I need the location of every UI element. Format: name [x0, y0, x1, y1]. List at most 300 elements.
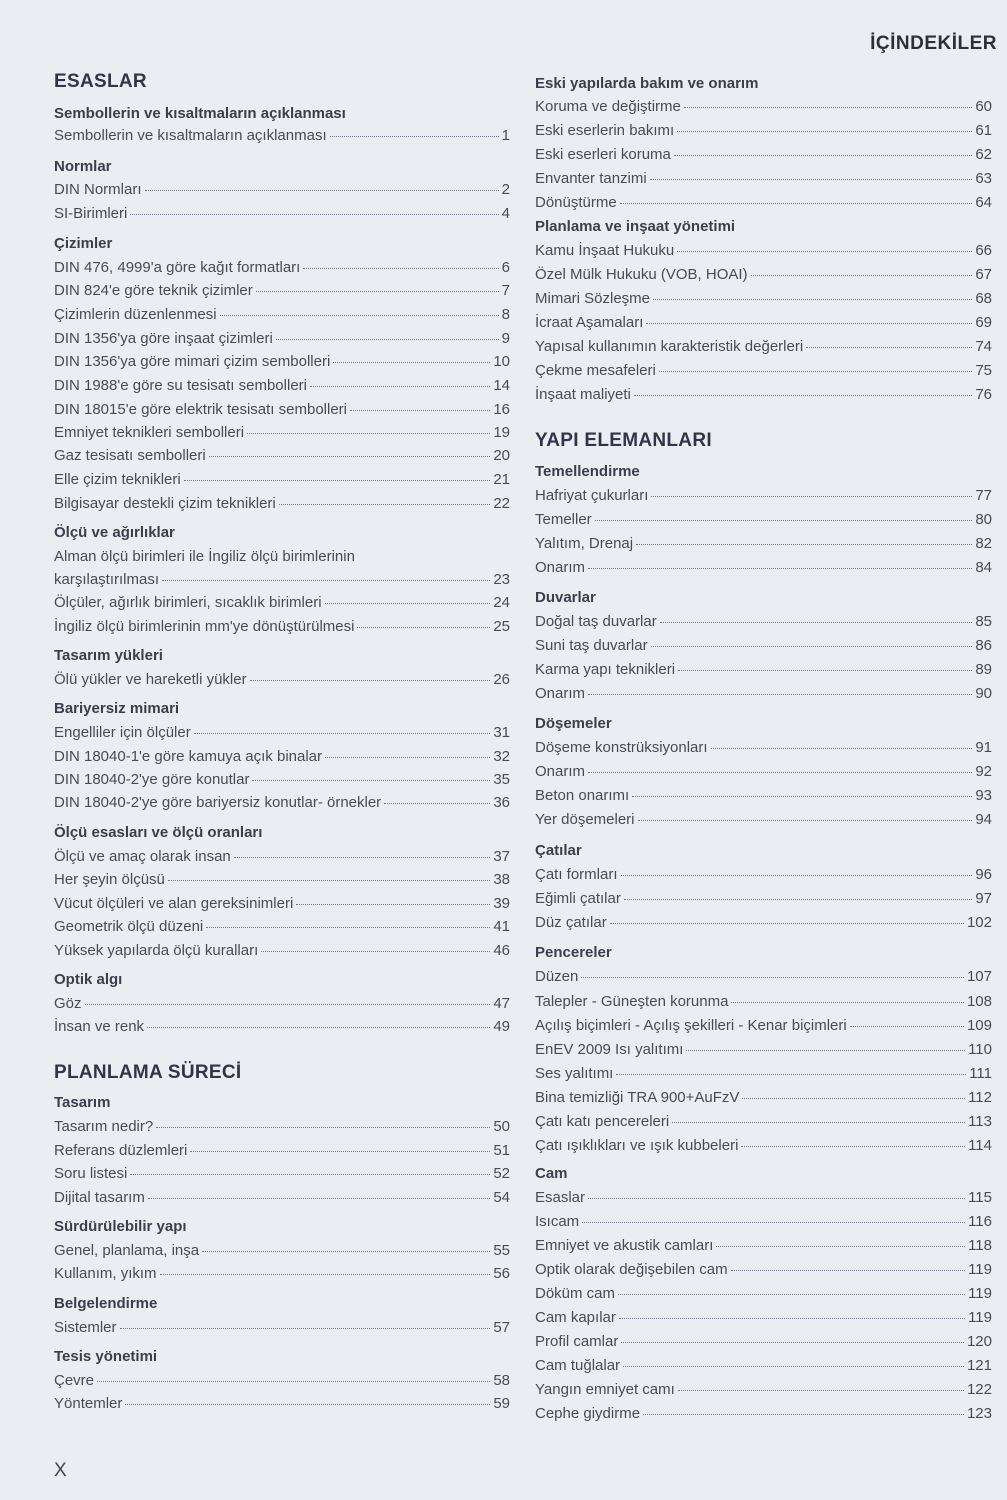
entry-page: 111 [969, 1065, 992, 1082]
toc-entry[interactable] [535, 1017, 992, 1037]
toc-entry[interactable] [54, 671, 510, 691]
toc-entry[interactable] [54, 1242, 510, 1262]
entry-title: Cephe giydirme [535, 1405, 641, 1422]
section-title-esaslar: ESASLAR [54, 71, 147, 92]
toc-entry[interactable] [54, 794, 510, 814]
toc-entry[interactable] [535, 1189, 992, 1209]
dot-leader [145, 190, 499, 191]
dot-leader [616, 1074, 966, 1075]
page-number: X [54, 1460, 67, 1481]
entry-page: 8 [501, 306, 510, 323]
toc-entry[interactable] [535, 1237, 992, 1257]
entry-title: Bina temizliği TRA 900+AuFzV [535, 1089, 740, 1106]
entry-title: Düzen [535, 968, 579, 985]
entry-title: Profil camlar [535, 1333, 619, 1350]
dot-leader [252, 780, 490, 781]
toc-entry[interactable] [54, 871, 510, 891]
toc-entry[interactable] [535, 362, 992, 382]
dot-leader [674, 155, 972, 156]
dot-leader [148, 1198, 490, 1199]
toc-entry[interactable] [54, 1118, 510, 1138]
entry-title: Yalıtım, Drenaj [535, 535, 634, 552]
dot-leader [261, 951, 490, 952]
entry-title: Engelliler için ölçüler [54, 724, 191, 741]
entry-page: 37 [493, 848, 510, 865]
dot-leader [638, 820, 973, 821]
entry-page: 20 [493, 447, 510, 464]
entry-page: 77 [975, 487, 992, 504]
toc-entry[interactable] [535, 535, 992, 555]
entry-page: 119 [968, 1261, 992, 1278]
toc-entry[interactable] [535, 1405, 992, 1425]
entry-page: 109 [966, 1017, 992, 1034]
entry-page: 92 [975, 763, 992, 780]
toc-entry[interactable] [54, 1319, 510, 1339]
dot-leader [184, 480, 491, 481]
dot-leader [190, 1151, 490, 1152]
entry-page: 47 [493, 995, 510, 1012]
section-title-planlama: PLANLAMA SÜRECİ [54, 1062, 242, 1083]
dot-leader [621, 875, 973, 876]
subsection-title: Çatılar [535, 842, 582, 859]
toc-entry[interactable] [54, 594, 510, 614]
dot-leader [250, 680, 491, 681]
subsection-title: Planlama ve inşaat yönetimi [535, 218, 736, 235]
section-title-yapi-elemanlari: YAPI ELEMANLARI [535, 430, 712, 451]
dot-leader [686, 1050, 965, 1051]
dot-leader [742, 1098, 965, 1099]
dot-leader [678, 670, 972, 671]
dot-leader [636, 544, 972, 545]
entry-page: 22 [493, 495, 510, 512]
entry-title: Yangın emniyet camı [535, 1381, 675, 1398]
entry-page: 24 [493, 594, 510, 611]
subsection-title: Bariyersiz mimari [54, 700, 180, 717]
entry-page: 116 [968, 1213, 992, 1230]
dot-leader [806, 347, 972, 348]
entry-title: Döşeme konstrüksiyonları [535, 739, 708, 756]
entry-page: 50 [493, 1118, 510, 1135]
toc-entry[interactable] [535, 866, 992, 886]
entry-page: 64 [975, 194, 992, 211]
toc-entry[interactable] [535, 1285, 992, 1305]
entry-page: 118 [968, 1237, 992, 1254]
entry-page: 60 [975, 98, 992, 115]
entry-title: Gaz tesisatı sembolleri [54, 447, 206, 464]
toc-entry[interactable] [54, 918, 510, 938]
entry-title: Çatı formları [535, 866, 618, 883]
dot-leader [310, 386, 490, 387]
toc-entry[interactable] [54, 282, 510, 302]
toc-entry[interactable] [54, 401, 510, 421]
entry-page: 75 [975, 362, 992, 379]
subsection-title: Belgelendirme [54, 1295, 158, 1312]
entry-title: Karma yapı teknikleri [535, 661, 676, 678]
toc-entry[interactable] [535, 1041, 992, 1061]
dot-leader [162, 580, 490, 581]
dot-leader [618, 1294, 965, 1295]
dot-leader [582, 1222, 965, 1223]
entry-title: Soru listesi [54, 1165, 128, 1182]
entry-page: 46 [493, 942, 510, 959]
dot-leader [156, 1127, 490, 1128]
dot-leader [581, 977, 964, 978]
entry-page: 120 [966, 1333, 992, 1350]
entry-title: Yer döşemeleri [535, 811, 635, 828]
subsection-title: Sürdürülebilir yapı [54, 1218, 187, 1235]
subsection-title: Optik algı [54, 971, 123, 988]
entry-page: 82 [975, 535, 992, 552]
entry-page: 90 [975, 685, 992, 702]
subsection-title: Tasarım yükleri [54, 647, 163, 664]
dot-leader [677, 251, 972, 252]
entry-page: 80 [975, 511, 992, 528]
dot-leader [588, 568, 972, 569]
entry-page: 7 [501, 282, 510, 299]
toc-entry[interactable] [535, 487, 992, 507]
toc-entry[interactable] [54, 618, 510, 638]
entry-title: Cam tuğlalar [535, 1357, 621, 1374]
entry-page: 26 [493, 671, 510, 688]
toc-entry[interactable] [535, 98, 992, 118]
entry-page: 110 [968, 1041, 992, 1058]
entry-page: 55 [493, 1242, 510, 1259]
subsection-title: Ölçü esasları ve ölçü oranları [54, 824, 263, 841]
entry-page: 93 [975, 787, 992, 804]
toc-entry[interactable] [535, 1213, 992, 1233]
entry-title: Onarım [535, 763, 586, 780]
subsection-title: Sembollerin ve kısaltmaların açıklanması [54, 105, 346, 122]
entry-title: Çizimlerin düzenlenmesi [54, 306, 217, 323]
dot-leader [684, 107, 972, 108]
entry-title: DIN 824'e göre teknik çizimler [54, 282, 253, 299]
toc-entry[interactable] [54, 127, 510, 147]
entry-title: Eski eserleri koruma [535, 146, 671, 163]
subsection-title: Normlar [54, 158, 112, 175]
dot-leader [850, 1026, 964, 1027]
dot-leader [643, 1414, 964, 1415]
entry-page: 85 [975, 613, 992, 630]
toc-entry[interactable] [535, 685, 992, 705]
toc-entry[interactable] [535, 811, 992, 831]
toc-entry[interactable] [54, 330, 510, 350]
dot-leader [731, 1002, 964, 1003]
subsection-title: Tesis yönetimi [54, 1348, 158, 1365]
entry-page: 69 [975, 314, 992, 331]
subsection-title: Tasarım [54, 1094, 111, 1111]
entry-title: Hafriyat çukurları [535, 487, 649, 504]
entry-page: 91 [975, 739, 992, 756]
dot-leader [588, 694, 972, 695]
entry-page: 115 [968, 1189, 992, 1206]
toc-entry[interactable] [54, 942, 510, 962]
entry-title: Sistemler [54, 1319, 117, 1336]
entry-title: Onarım [535, 685, 586, 702]
dot-leader [619, 1318, 965, 1319]
toc-entry[interactable] [535, 661, 992, 681]
entry-title: Çevre [54, 1372, 95, 1389]
entry-page: 6 [501, 259, 510, 276]
toc-entry[interactable] [54, 1142, 510, 1162]
toc-entry[interactable] [535, 890, 992, 910]
toc-entry[interactable] [535, 170, 992, 190]
entry-page: 41 [493, 918, 510, 935]
entry-title: Çatı ışıklıkları ve ışık kubbeleri [535, 1137, 739, 1154]
toc-entry[interactable] [535, 1261, 992, 1281]
page-header-title: İÇİNDEKİLER [870, 33, 997, 54]
toc-entry[interactable] [535, 739, 992, 759]
toc-entry[interactable] [54, 1372, 510, 1392]
toc-entry[interactable] [535, 511, 992, 531]
toc-entry[interactable] [535, 122, 992, 142]
toc-entry[interactable] [535, 1309, 992, 1329]
entry-page: 121 [966, 1357, 992, 1374]
entry-page: 122 [966, 1381, 992, 1398]
toc-entry[interactable] [54, 748, 510, 768]
entry-page: 38 [493, 871, 510, 888]
dot-leader [653, 299, 972, 300]
toc-entry[interactable] [54, 447, 510, 467]
subsection-title: Temellendirme [535, 463, 640, 480]
entry-page: 32 [493, 748, 510, 765]
entry-page: 1 [501, 127, 510, 144]
entry-page: 94 [975, 811, 992, 828]
toc-entry[interactable] [54, 306, 510, 326]
toc-entry[interactable] [535, 914, 992, 934]
toc-entry[interactable] [54, 724, 510, 744]
entry-page: 54 [493, 1189, 510, 1206]
entry-page: 102 [966, 914, 992, 931]
dot-leader [276, 339, 499, 340]
toc-entry[interactable] [54, 848, 510, 868]
dot-leader [588, 772, 972, 773]
entry-page: 74 [975, 338, 992, 355]
entry-title: DIN 18040-2'ye göre konutlar [54, 771, 250, 788]
entry-page: 4 [501, 205, 510, 222]
dot-leader [130, 214, 498, 215]
entry-title: Dönüştürme [535, 194, 617, 211]
entry-page: 113 [968, 1113, 992, 1130]
entry-page: 66 [975, 242, 992, 259]
toc-entry[interactable] [54, 1265, 510, 1285]
entry-page: 67 [975, 266, 992, 283]
dot-leader [234, 857, 491, 858]
entry-page: 61 [975, 122, 992, 139]
entry-title: Isıcam [535, 1213, 580, 1230]
toc-entry[interactable] [535, 1357, 992, 1377]
toc-entry[interactable] [535, 613, 992, 633]
entry-title: DIN 1356'ya göre mimari çizim sembolleri [54, 353, 331, 370]
dot-leader [751, 275, 973, 276]
dot-leader [120, 1328, 491, 1329]
entry-title: EnEV 2009 Isı yalıtımı [535, 1041, 684, 1058]
toc-entry[interactable] [535, 1333, 992, 1353]
entry-page: 58 [493, 1372, 510, 1389]
entry-title: Genel, planlama, inşa [54, 1242, 200, 1259]
entry-title: Bilgisayar destekli çizim teknikleri [54, 495, 276, 512]
toc-entry[interactable] [54, 377, 510, 397]
toc-entry[interactable] [54, 571, 510, 591]
toc-entry[interactable] [535, 968, 992, 988]
entry-page: 10 [493, 353, 510, 370]
entry-page: 68 [975, 290, 992, 307]
toc-entry[interactable] [535, 194, 992, 214]
toc-entry[interactable] [535, 993, 992, 1013]
toc-entry[interactable] [54, 1189, 510, 1209]
dot-leader [731, 1270, 965, 1271]
entry-page: 108 [966, 993, 992, 1010]
toc-entry[interactable] [535, 290, 992, 310]
toc-entry[interactable] [535, 559, 992, 579]
entry-page: 16 [493, 401, 510, 418]
entry-page: 97 [975, 890, 992, 907]
entry-title: DIN 476, 4999'a göre kağıt formatları [54, 259, 301, 276]
toc-entry[interactable] [535, 1065, 992, 1085]
toc-entry[interactable] [54, 259, 510, 279]
entry-title: Eski eserlerin bakımı [535, 122, 675, 139]
entry-title: Talepler - Güneşten korunma [535, 993, 729, 1010]
toc-entry[interactable] [54, 771, 510, 791]
toc-entry[interactable] [535, 637, 992, 657]
dot-leader [384, 803, 490, 804]
toc-entry[interactable] [535, 1137, 992, 1157]
entry-title-line: Alman ölçü birimleri ile İngiliz ölçü birimlerinin [54, 548, 355, 565]
toc-entry[interactable] [535, 763, 992, 783]
toc-entry[interactable] [535, 338, 992, 358]
entry-title: Tasarım nedir? [54, 1118, 154, 1135]
dot-leader [672, 1122, 965, 1123]
dot-leader [296, 904, 490, 905]
entry-title: Koruma ve değiştirme [535, 98, 681, 115]
entry-title: Suni taş duvarlar [535, 637, 648, 654]
entry-page: 2 [501, 181, 510, 198]
entry-page: 76 [975, 386, 992, 403]
entry-title: Eğimli çatılar [535, 890, 621, 907]
entry-title: Açılış biçimleri - Açılış şekilleri - Kenar biçimleri [535, 1017, 847, 1034]
entry-page: 52 [493, 1165, 510, 1182]
entry-title: Referans düzlemleri [54, 1142, 188, 1159]
dot-leader [620, 203, 973, 204]
dot-leader [147, 1027, 490, 1028]
toc-entry[interactable] [54, 181, 510, 201]
entry-title: karşılaştırılması [54, 571, 160, 588]
dot-leader [325, 603, 491, 604]
toc-entry[interactable] [535, 146, 992, 166]
entry-page: 119 [968, 1285, 992, 1302]
dot-leader [85, 1004, 491, 1005]
dot-leader [660, 622, 973, 623]
entry-title: Dijital tasarım [54, 1189, 145, 1206]
subsection-title: Ölçü ve ağırlıklar [54, 524, 175, 541]
toc-entry[interactable] [54, 1018, 510, 1038]
entry-title: Temeller [535, 511, 592, 528]
toc-entry[interactable] [54, 495, 510, 515]
entry-page: 31 [493, 724, 510, 741]
entry-page: 25 [493, 618, 510, 635]
dot-leader [350, 410, 490, 411]
toc-entry[interactable] [535, 1381, 992, 1401]
entry-title: Düz çatılar [535, 914, 607, 931]
dot-leader [357, 627, 490, 628]
toc-entry[interactable] [54, 205, 510, 225]
entry-title: Ölçü ve amaç olarak insan [54, 848, 231, 865]
dot-leader [646, 323, 972, 324]
dot-leader [634, 395, 972, 396]
entry-page: 89 [975, 661, 992, 678]
dot-leader [678, 1390, 964, 1391]
entry-title: DIN 1356'ya göre inşaat çizimleri [54, 330, 273, 347]
entry-title: SI-Birimleri [54, 205, 128, 222]
entry-title: DIN 18040-2'ye göre bariyersiz konutlar- örnekler [54, 794, 382, 811]
entry-page: 123 [966, 1405, 992, 1422]
entry-title: Çekme mesafeleri [535, 362, 656, 379]
toc-entry[interactable] [535, 1113, 992, 1133]
dot-leader [741, 1146, 965, 1147]
entry-page: 39 [493, 895, 510, 912]
entry-title: Geometrik ölçü düzeni [54, 918, 204, 935]
dot-leader [125, 1404, 490, 1405]
entry-title: Yöntemler [54, 1395, 123, 1412]
entry-page: 86 [975, 637, 992, 654]
entry-page: 62 [975, 146, 992, 163]
toc-entry[interactable] [54, 895, 510, 915]
toc-entry[interactable] [535, 242, 992, 262]
entry-title: Emniyet ve akustik camları [535, 1237, 714, 1254]
toc-entry[interactable] [54, 995, 510, 1015]
subsection-title: Cam [535, 1165, 568, 1182]
entry-title: Ölçüler, ağırlık birimleri, sıcaklık birimleri [54, 594, 322, 611]
subsection-title: Döşemeler [535, 715, 612, 732]
entry-title: Esaslar [535, 1189, 586, 1206]
toc-entry[interactable] [54, 424, 510, 444]
entry-title: İcraat Aşamaları [535, 314, 644, 331]
entry-title: Onarım [535, 559, 586, 576]
dot-leader [588, 1198, 965, 1199]
toc-entry[interactable] [535, 314, 992, 334]
toc-entry[interactable] [54, 353, 510, 373]
toc-entry[interactable] [535, 1089, 992, 1109]
entry-title: İngiliz ölçü birimlerinin mm'ye dönüştürülmesi [54, 618, 355, 635]
entry-page: 51 [493, 1142, 510, 1159]
dot-leader [303, 268, 498, 269]
toc-entry[interactable] [54, 1165, 510, 1185]
entry-page: 84 [975, 559, 992, 576]
dot-leader [247, 433, 490, 434]
dot-leader [168, 880, 490, 881]
dot-leader [202, 1251, 490, 1252]
dot-leader [659, 371, 972, 372]
entry-page: 23 [493, 571, 510, 588]
toc-entry[interactable] [54, 471, 510, 491]
entry-title: Yapısal kullanımın karakteristik değerleri [535, 338, 804, 355]
toc-entry[interactable] [535, 386, 992, 406]
entry-page: 119 [968, 1309, 992, 1326]
dot-leader [279, 504, 491, 505]
dot-leader [325, 757, 490, 758]
dot-leader [595, 520, 973, 521]
toc-entry[interactable] [54, 1395, 510, 1415]
entry-page: 49 [493, 1018, 510, 1035]
dot-leader [206, 927, 490, 928]
entry-title: Ses yalıtımı [535, 1065, 614, 1082]
dot-leader [209, 456, 491, 457]
toc-entry[interactable] [535, 266, 992, 286]
entry-page: 57 [493, 1319, 510, 1336]
entry-title: Özel Mülk Hukuku (VOB, HOAI) [535, 266, 748, 283]
entry-page: 56 [493, 1265, 510, 1282]
entry-title: Sembollerin ve kısaltmaların açıklanması [54, 127, 327, 144]
toc-entry[interactable] [535, 787, 992, 807]
